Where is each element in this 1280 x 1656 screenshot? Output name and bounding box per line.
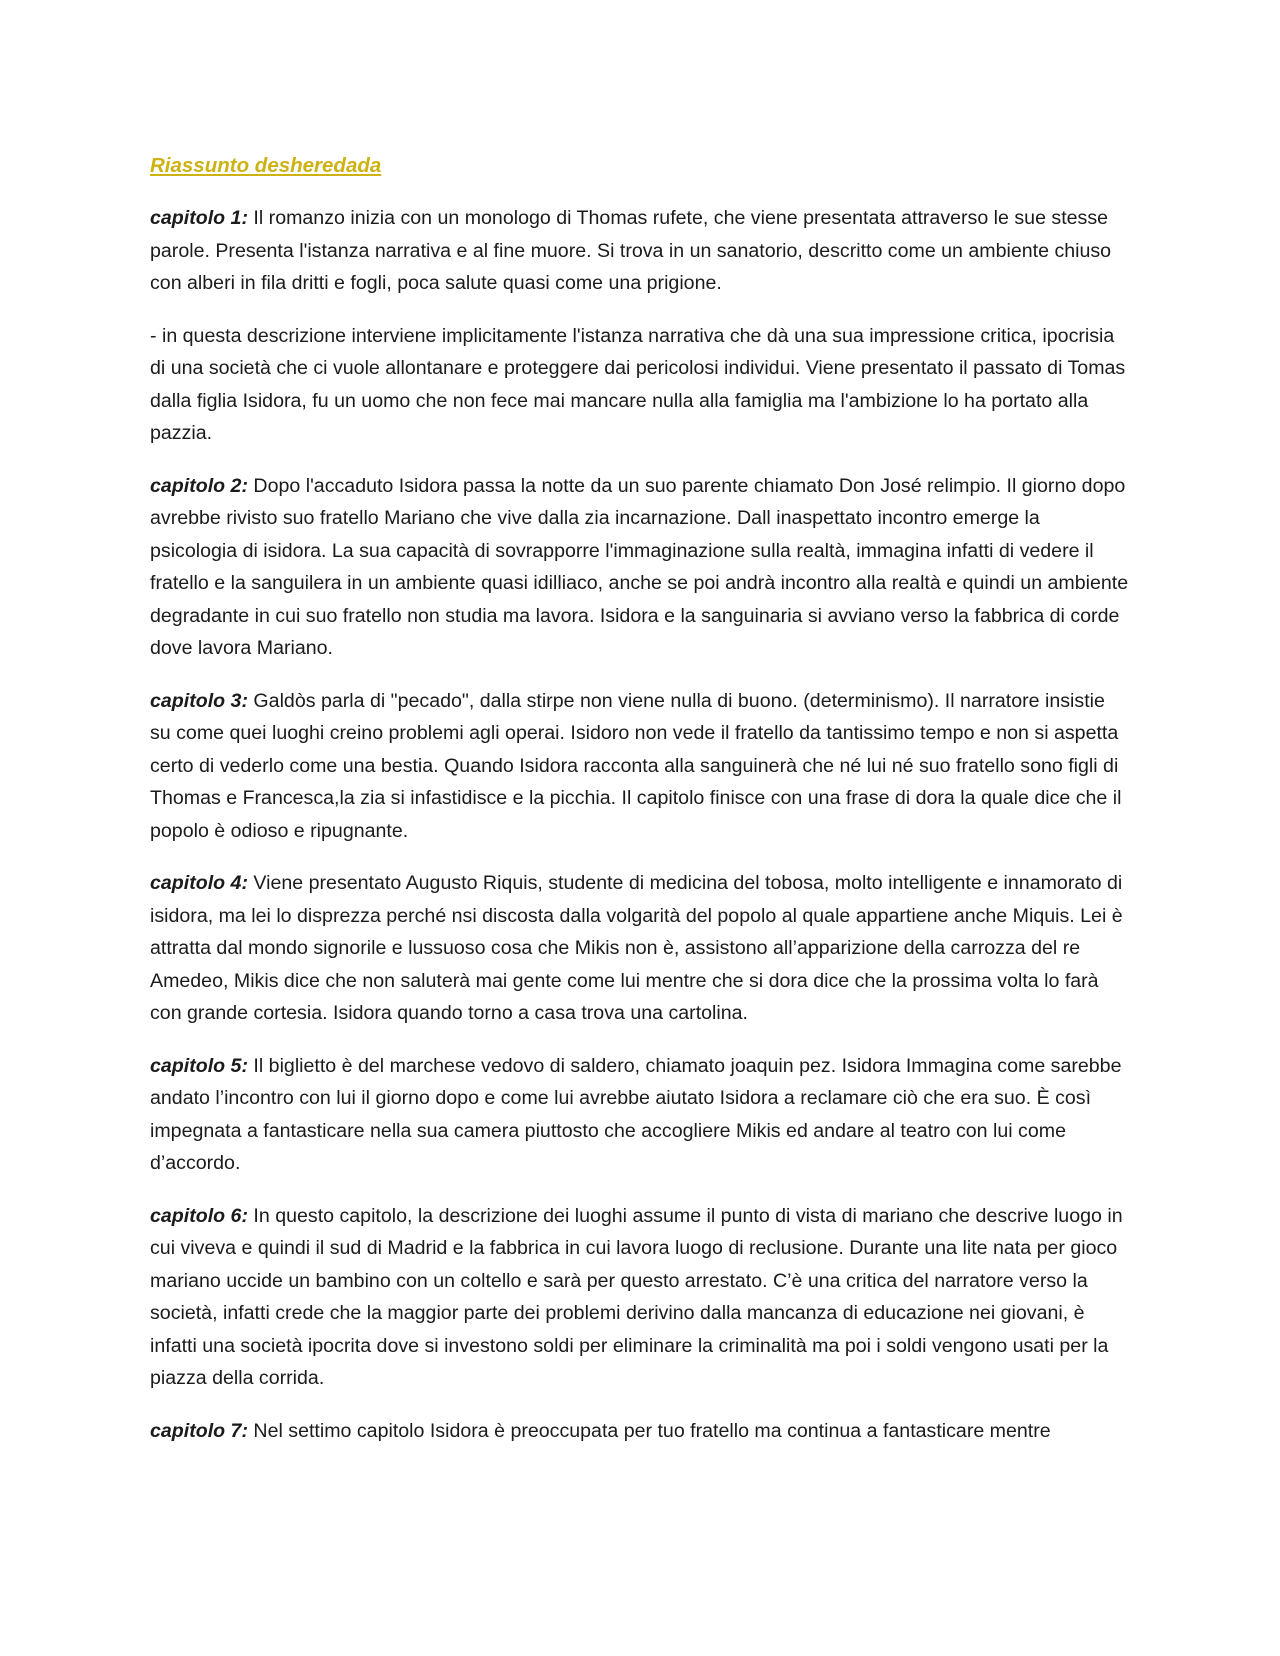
paragraph-chapter-1-note (150, 320, 1130, 450)
paragraph-chapter-5 (150, 1050, 1130, 1180)
paragraph-chapter-1 (150, 202, 1130, 300)
document-body (150, 150, 1130, 1467)
paragraph-chapter-3 (150, 685, 1130, 848)
paragraph-chapter-6 (150, 1200, 1130, 1395)
paragraph-text: Nel settimo capitolo Isidora è preoccupata per tuo fratello ma continua a fantasticare mentre (247, 1419, 1051, 1442)
paragraph-text: In questo capitolo, la descrizione dei luoghi assume il punto di vista di mariano che descrive luogo in cui viveva e quindi il sud di Madrid e la fabbrica in cui lavora luogo di reclusione. Durante una lite nata per gioco mariano uccide un bambino con un coltello e sarà per questo arrestato. C’è una critica del narratore verso la società, infatti crede che la maggior parte dei problemi derivino dalla mancanza di educazione nei giovani, è infatti una società ipocrita dove si investono soldi per eliminare la criminalità ma poi i soldi vengono usati per la piazza della corrida. (150, 1204, 1123, 1389)
chapter-label: capitolo 4: (150, 872, 248, 894)
paragraph-chapter-2 (150, 470, 1130, 665)
document-title: Riassunto desheredada (150, 154, 382, 177)
paragraph-text: Dopo l'accaduto Isidora passa la notte da un suo parente chiamato Don José relimpio. Il giorno dopo avrebbe rivisto suo fratello Mariano che vive dalla zia incarnazione. Dall inaspettato incontro emerge la psicologia di isidora. La sua capacità di sovrapporre l'immaginazione sulla realtà, immagina infatti di vedere il fratello e la sanguilera in un ambiente quasi idilliaco, anche se poi andrà incontro alla realtà e quindi un ambiente degradante in cui suo fratello non studia ma lavora. Isidora e la sanguinaria si avviano verso la fabbrica di corde dove lavora Mariano. (150, 474, 1129, 659)
chapter-label: capitolo 6: (150, 1204, 248, 1227)
chapter-label: capitolo 7: (150, 1419, 248, 1442)
chapter-label: capitolo 2: (150, 474, 248, 497)
paragraph-text: - in questa descrizione interviene implicitamente l'istanza narrativa che dà una sua impressione critica, ipocrisia di una società che ci vuole allontanare e proteggere dai pericolosi individui. Viene presentato il passato di Tomas dalla figlia Isidora, fu un uomo che non fece mai mancare nulla alla famiglia ma l'ambizione lo ha portato alla pazzia. (150, 324, 1126, 444)
paragraph-text: Viene presentato Augusto Riquis, studente di medicina del tobosa, molto intelligente e innamorato di isidora, ma lei lo disprezza perché nsi discosta dalla volgarità del popolo al quale appartiene anche Miquis. Lei è attratta dal mondo signorile e lussuoso cosa che Mikis non è, assistono all’apparizione della carrozza del re Amedeo, Mikis dice che non saluterà mai gente come lui mentre che si dora dice che la prossima volta lo farà con grande cortesia. Isidora quando torno a casa trova una cartolina. (150, 872, 1123, 1024)
paragraph-chapter-7 (150, 1415, 1130, 1448)
paragraph-text: Il romanzo inizia con un monologo di Thomas rufete, che viene presentata attraverso le sue stesse parole. Presenta l'istanza narrativa e al fine muore. Si trova in un sanatorio, descritto come un ambiente chiuso con alberi in fila dritti e fogli, poca salute quasi come una prigione. (150, 207, 1112, 294)
paragraph-text: Il biglietto è del marchese vedovo di saldero, chiamato joaquin pez. Isidora Immagina come sarebbe andato l’incontro con lui il giorno dopo e come lui avrebbe aiutato Isidora a reclamare ciò che era suo. È così impegnata a fantasticare nella sua camera piuttosto che accogliere Mikis ed andare al teatro con lui come d’accordo. (150, 1054, 1122, 1174)
paragraph-text: Galdòs parla di "pecado", dalla stirpe non viene nulla di buono. (determinismo). Il narratore insistie su come quei luoghi creino problemi agli operai. Isidoro non vede il fratello da tantissimo tempo e non si aspetta certo di vederlo come una bestia. Quando Isidora racconta alla sanguinerà che né lui né suo fratello sono figli di Thomas e Francesca,la zia si infastidisce e la picchia. Il capitolo finisce con una frase di dora la quale dice che il popolo è odioso e ripugnante. (150, 689, 1122, 842)
chapter-label: capitolo 3: (150, 689, 248, 712)
chapter-label: capitolo 5: (150, 1054, 248, 1077)
chapter-label: capitolo 1: (150, 207, 248, 229)
paragraph-chapter-4 (150, 867, 1130, 1030)
